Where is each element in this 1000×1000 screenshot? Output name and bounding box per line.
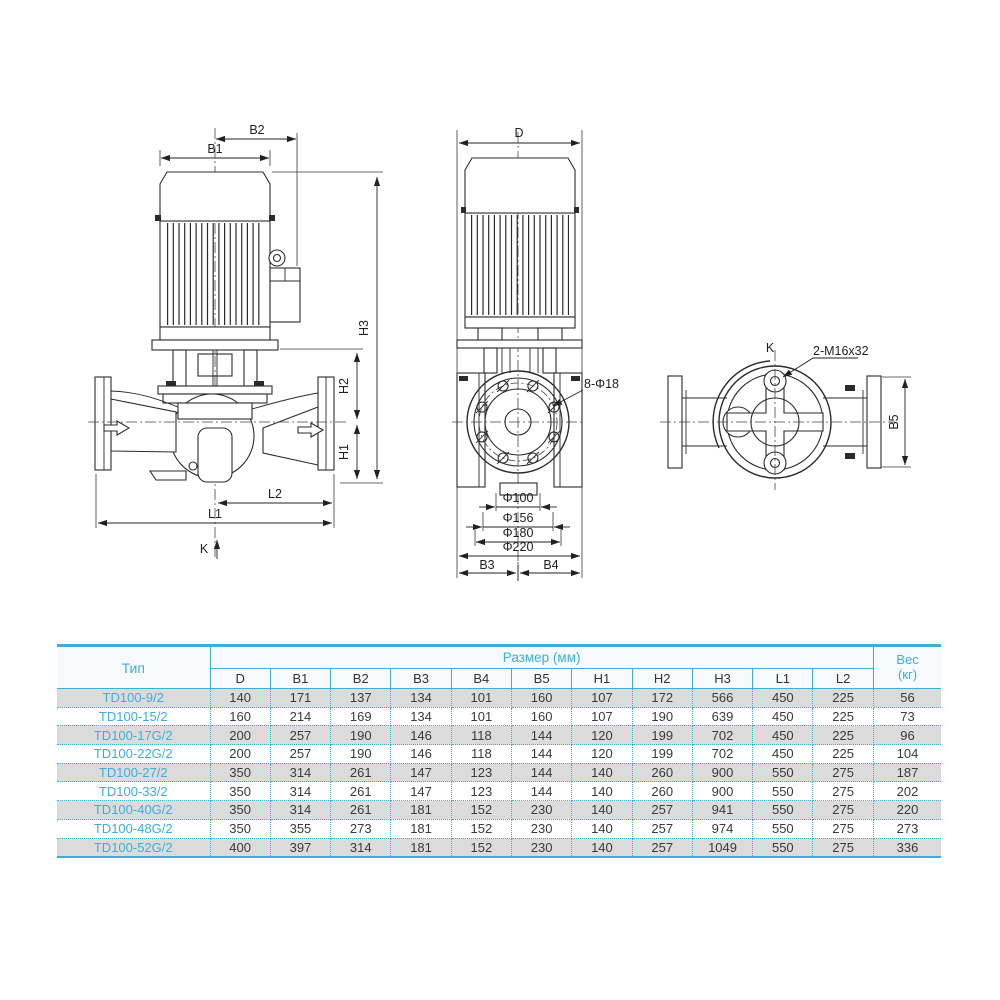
dimension-value-cell: 350 [210, 782, 270, 801]
dimension-value-cell: 144 [511, 782, 571, 801]
table-row [57, 801, 941, 820]
dimension-value-cell: 96 [873, 726, 941, 745]
dimension-value-cell: 550 [753, 763, 813, 782]
table-body [57, 689, 941, 858]
dimension-value-cell: 550 [753, 838, 813, 857]
dimension-value-cell: 152 [451, 838, 511, 857]
dimension-value-cell: 550 [753, 782, 813, 801]
dimension-value-cell: 200 [210, 745, 270, 764]
dimension-value-cell: 181 [391, 838, 451, 857]
dimension-value-cell: 118 [451, 726, 511, 745]
dimension-value-cell: 350 [210, 763, 270, 782]
dimension-value-cell: 273 [331, 819, 391, 838]
dimension-value-cell: 261 [331, 782, 391, 801]
top-view-drawing [660, 341, 911, 490]
lifting-eye [269, 250, 285, 266]
dimension-value-cell: 169 [331, 707, 391, 726]
dimension-value-cell: 355 [270, 819, 330, 838]
pump-type-cell: TD100-17G/2 [57, 726, 210, 745]
dim-label-b2: B2 [249, 123, 265, 137]
dim-label-l2: L2 [268, 487, 282, 501]
dimension-value-cell: 144 [511, 745, 571, 764]
dim-label-d: D [514, 126, 524, 140]
dimension-value-cell: 160 [210, 707, 270, 726]
dimension-value-cell: 220 [873, 801, 941, 820]
dimension-value-cell: 225 [813, 707, 873, 726]
dimension-value-cell: 160 [511, 689, 571, 708]
dimension-value-cell: 566 [692, 689, 752, 708]
dim-label-b5: B5 [887, 414, 901, 430]
dim-label-h1: H1 [337, 444, 351, 460]
dimension-value-cell: 107 [572, 689, 632, 708]
dimension-value-cell: 900 [692, 782, 752, 801]
dimension-value-cell: 702 [692, 745, 752, 764]
dimension-value-cell: 336 [873, 838, 941, 857]
col-header-h3: H3 [692, 669, 752, 689]
dimension-value-cell: 146 [391, 745, 451, 764]
dimension-value-cell: 257 [632, 838, 692, 857]
dimension-value-cell: 104 [873, 745, 941, 764]
dimension-value-cell: 275 [813, 819, 873, 838]
dimension-value-cell: 190 [331, 745, 391, 764]
dimension-value-cell: 314 [270, 801, 330, 820]
dimension-value-cell: 200 [210, 726, 270, 745]
dimension-value-cell: 140 [572, 763, 632, 782]
dimension-value-cell: 941 [692, 801, 752, 820]
dimension-value-cell: 257 [270, 745, 330, 764]
dimension-value-cell: 134 [391, 689, 451, 708]
dimension-value-cell: 101 [451, 707, 511, 726]
col-header-b2: B2 [331, 669, 391, 689]
dim-label-h2: H2 [337, 378, 351, 394]
dimension-value-cell: 225 [813, 689, 873, 708]
table-row [57, 689, 941, 708]
side-view-drawing [88, 123, 383, 559]
dim-label-dia180: Φ180 [502, 526, 534, 540]
dimension-value-cell: 397 [270, 838, 330, 857]
dimension-value-cell: 146 [391, 726, 451, 745]
dimension-value-cell: 450 [753, 707, 813, 726]
dimension-value-cell: 275 [813, 763, 873, 782]
col-header-h1: H1 [572, 669, 632, 689]
dimension-value-cell: 144 [511, 726, 571, 745]
col-header-d: D [210, 669, 270, 689]
dimension-value-cell: 260 [632, 763, 692, 782]
dimension-value-cell: 260 [632, 782, 692, 801]
dimension-value-cell: 900 [692, 763, 752, 782]
seal-housing [178, 403, 252, 419]
dimension-value-cell: 123 [451, 782, 511, 801]
pump-type-cell: TD100-27/2 [57, 763, 210, 782]
dimension-value-cell: 639 [692, 707, 752, 726]
dimension-value-cell: 140 [572, 801, 632, 820]
motor-body-front [465, 213, 575, 317]
dimension-value-cell: 181 [391, 801, 451, 820]
dimension-value-cell: 1049 [692, 838, 752, 857]
dimension-value-cell: 257 [270, 726, 330, 745]
dimensions-table [57, 644, 941, 858]
dimension-value-cell: 187 [873, 763, 941, 782]
motor-fan-cover-front [465, 158, 575, 213]
dimension-value-cell: 181 [391, 819, 451, 838]
dimension-value-cell: 140 [572, 782, 632, 801]
pump-type-cell: TD100-15/2 [57, 707, 210, 726]
dimension-value-cell: 273 [873, 819, 941, 838]
col-header-weight [873, 646, 941, 689]
pump-type-cell: TD100-9/2 [57, 689, 210, 708]
dim-label-dia100: Φ100 [502, 491, 534, 505]
pump-type-cell: TD100-52G/2 [57, 838, 210, 857]
table-row [57, 782, 941, 801]
motor-stool-plate [152, 340, 278, 350]
dim-label-b4: B4 [543, 558, 559, 572]
dimension-value-cell: 152 [451, 819, 511, 838]
dimension-value-cell: 160 [511, 707, 571, 726]
table-row [57, 819, 941, 838]
dimension-value-cell: 190 [632, 707, 692, 726]
bolt-hole-note: 8-Φ18 [584, 377, 619, 391]
drain-plug [189, 462, 197, 470]
dimension-value-cell: 199 [632, 745, 692, 764]
dimension-value-cell: 120 [572, 726, 632, 745]
col-header-h2: H2 [632, 669, 692, 689]
dimension-value-cell: 140 [572, 838, 632, 857]
dimension-value-cell: 101 [451, 689, 511, 708]
weight-unit: (кг) [897, 666, 918, 682]
col-header-b1: B1 [270, 669, 330, 689]
dimension-value-cell: 550 [753, 801, 813, 820]
dimension-value-cell: 314 [270, 763, 330, 782]
dimension-value-cell: 314 [270, 782, 330, 801]
dimension-value-cell: 230 [511, 838, 571, 857]
suction-flange [95, 377, 111, 470]
pump-type-cell: TD100-33/2 [57, 782, 210, 801]
dimension-value-cell: 550 [753, 819, 813, 838]
dimension-value-cell: 140 [572, 819, 632, 838]
col-header-size: Размер (мм) [210, 646, 873, 669]
pump-type-cell: TD100-48G/2 [57, 819, 210, 838]
dimension-value-cell: 450 [753, 745, 813, 764]
front-view-drawing [452, 126, 619, 581]
dimension-value-cell: 56 [873, 689, 941, 708]
motor-stool-plate-front [457, 340, 582, 348]
dimension-value-cell: 230 [511, 819, 571, 838]
table-row [57, 707, 941, 726]
dimension-value-cell: 190 [331, 726, 391, 745]
view-label-k: K [199, 542, 209, 556]
pump-type-cell: TD100-22G/2 [57, 745, 210, 764]
col-header-l1: L1 [753, 669, 813, 689]
dimension-value-cell: 314 [331, 838, 391, 857]
view-label-k-top: K [765, 341, 775, 355]
motor-fan-cover [160, 172, 270, 221]
dimension-value-cell: 172 [632, 689, 692, 708]
col-header-b3: B3 [391, 669, 451, 689]
dim-label-b3: B3 [479, 558, 495, 572]
dimension-value-cell: 147 [391, 763, 451, 782]
col-header-l2: L2 [813, 669, 873, 689]
dimension-value-cell: 261 [331, 801, 391, 820]
dimension-value-cell: 702 [692, 726, 752, 745]
table-row [57, 838, 941, 857]
pump-type-cell: TD100-40G/2 [57, 801, 210, 820]
dimension-value-cell: 350 [210, 819, 270, 838]
dimension-value-cell: 400 [210, 838, 270, 857]
dim-label-l1: L1 [208, 507, 222, 521]
dimension-value-cell: 275 [813, 801, 873, 820]
dimension-value-cell: 199 [632, 726, 692, 745]
dimension-value-cell: 107 [572, 707, 632, 726]
dim-label-h3: H3 [357, 320, 371, 336]
dimension-value-cell: 171 [270, 689, 330, 708]
dimension-value-cell: 450 [753, 689, 813, 708]
dimension-value-cell: 350 [210, 801, 270, 820]
dimension-value-cell: 275 [813, 838, 873, 857]
dimension-value-cell: 140 [210, 689, 270, 708]
col-header-type: Тип [57, 646, 210, 689]
table-row [57, 726, 941, 745]
table-row [57, 745, 941, 764]
tapped-hole-note: 2-M16x32 [813, 344, 869, 358]
col-header-b5: B5 [511, 669, 571, 689]
dimension-value-cell: 118 [451, 745, 511, 764]
dimension-value-cell: 450 [753, 726, 813, 745]
dimension-value-cell: 974 [692, 819, 752, 838]
dimension-value-cell: 134 [391, 707, 451, 726]
dimension-value-cell: 147 [391, 782, 451, 801]
dimension-value-cell: 120 [572, 745, 632, 764]
dimension-value-cell: 214 [270, 707, 330, 726]
dimension-value-cell: 261 [331, 763, 391, 782]
dim-label-dia220: Φ220 [502, 540, 534, 554]
table-row [57, 763, 941, 782]
dimension-value-cell: 152 [451, 801, 511, 820]
dim-label-dia156: Φ156 [502, 511, 534, 525]
dimension-value-cell: 225 [813, 745, 873, 764]
casing-hub [198, 428, 232, 482]
weight-label: Вес [896, 651, 919, 667]
dimension-value-cell: 137 [331, 689, 391, 708]
dimension-value-cell: 230 [511, 801, 571, 820]
dimension-value-cell: 275 [813, 782, 873, 801]
dimension-value-cell: 144 [511, 763, 571, 782]
dimension-value-cell: 202 [873, 782, 941, 801]
dimension-value-cell: 257 [632, 801, 692, 820]
dimension-value-cell: 225 [813, 726, 873, 745]
dimension-value-cell: 123 [451, 763, 511, 782]
dimension-value-cell: 257 [632, 819, 692, 838]
col-header-b4: B4 [451, 669, 511, 689]
dimension-value-cell: 73 [873, 707, 941, 726]
dim-label-b1: B1 [207, 142, 223, 156]
